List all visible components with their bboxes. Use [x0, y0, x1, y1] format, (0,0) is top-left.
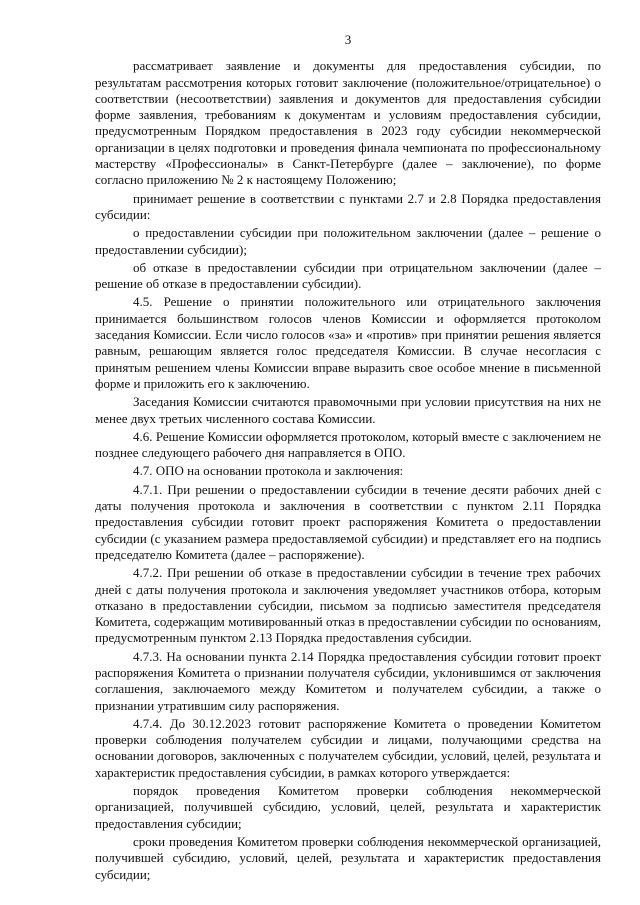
- paragraph-inspection-procedure: порядок проведения Комитетом проверки соблюдения некоммерческой организацией, получившей субсидию, условий, целей, результата и характеристик предоставления субсидии;: [95, 783, 601, 831]
- paragraph-4-5: 4.5. Решение о принятии положительного или отрицательного заключения принимается большинством голосов членов Комиссии и оформляется протоколом заседания Комиссии. Если число голосов «за» и «против» при принятии решения является равным, решающим является голос председателя Комиссии. В случае несогласия с принятым решением члены Комиссии вправе выразить свое особое мнение в письменной форме и приложить его к заключению.: [95, 294, 601, 391]
- paragraph-grant-decision: о предоставлении субсидии при положительном заключении (далее – решение о предоставлении субсидии);: [95, 225, 601, 257]
- paragraph-4-7-3: 4.7.3. На основании пункта 2.14 Порядка предоставления субсидии готовит проект распоряжения Комитета о признании получателя субсидии, уклонившимся от заключения соглашения, заключаемого между Комитетом и получателем субсидии, а также о признании утратившим силу распоряжения.: [95, 648, 601, 713]
- paragraph-4-7-1: 4.7.1. При решении о предоставлении субсидии в течение десяти рабочих дней с даты получения протокола и заключения в соответствии с пунктом 2.11 Порядка предоставления субсидии готовит проект распоряжения Комитета о предоставлении субсидии (с указанием размера предоставляемой субсидии) и представляет его на подпись председателю Комитета (далее – распоряжение).: [95, 481, 601, 562]
- paragraph-quorum: Заседания Комиссии считаются правомочными при условии присутствия на них не менее двух третьих численного состава Комиссии.: [95, 394, 601, 426]
- document-page: [95, 32, 601, 885]
- paragraph-commission-reviews: рассматривает заявление и документы для предоставления субсидии, по результатам рассмотрения которых готовит заключение (положительное/отрицательное) о соответствии (несоответствии) заявления и документов для предоставления субсидии форме заявления, требованиям к документам и условиям предоставления субсидии, предусмотренным Порядком предоставления в 2023 году субсидии некоммерческой организации в целях подготовки и проведения финала чемпионата по профессиональному мастерству «Профессионалы» в Санкт-Петербурге (далее – заключение), по форме согласно приложению № 2 к настоящему Положению;: [95, 58, 601, 188]
- paragraph-inspection-terms: сроки проведения Комитетом проверки соблюдения некоммерческой организацией, получившей субсидию, условий, целей, результата и характеристик предоставления субсидии;: [95, 833, 601, 882]
- paragraph-4-7-4: 4.7.4. До 30.12.2023 готовит распоряжение Комитета о проведении Комитетом проверки соблюдения получателем субсидии и лицами, получающими средства на основании договоров, заключенных с получателем субсидии, условий, целей, результата и характеристик предоставления субсидии, в рамках которого утверждается:: [95, 715, 601, 780]
- paragraph-4-7: 4.7. ОПО на основании протокола и заключения:: [133, 463, 404, 479]
- page-number: 3: [344, 32, 352, 47]
- paragraph-4-6: 4.6. Решение Комиссии оформляется протоколом, который вместе с заключением не позднее следующего рабочего дня направляется в ОПО.: [95, 428, 601, 461]
- paragraph-refusal-decision: об отказе в предоставлении субсидии при отрицательном заключении (далее – решение об отказе в предоставлении субсидии).: [95, 259, 601, 292]
- paragraph-makes-decision: принимает решение в соответствии с пунктами 2.7 и 2.8 Порядка предоставления субсидии:: [95, 190, 601, 222]
- paragraph-4-7-2: 4.7.2. При решении об отказе в предоставлении субсидии в течение трех рабочих дней с даты получения протокола и заключения уведомляет участников отбора, которым отказано в предоставлении субсидии, письмом за подписью заместителя председателя Комитета, содержащим мотивированный отказ в предоставлении субсидии по основаниям, предусмотренным пунктом 2.13 Порядка предоставления субсидии.: [95, 565, 601, 646]
